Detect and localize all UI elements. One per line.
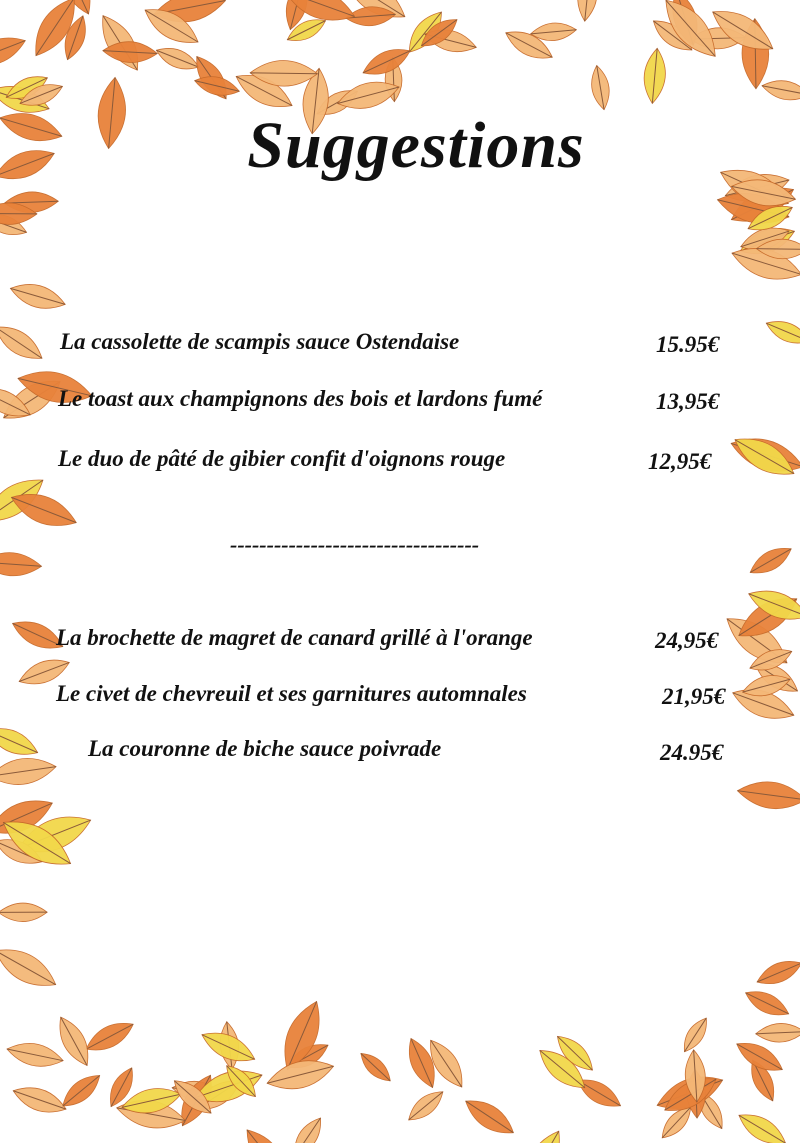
section-divider: ---------------------------------- — [230, 532, 480, 557]
menu-item-price: 12,95€ — [648, 449, 712, 474]
leaf-icon — [518, 1125, 569, 1143]
leaf-icon — [356, 1048, 396, 1087]
leaf-icon — [81, 1015, 137, 1058]
menu-item-name: Le civet de chevreuil et ses garnitures automnales — [56, 681, 527, 706]
leaf-icon — [0, 939, 62, 996]
menu-item-price: 15.95€ — [656, 332, 720, 357]
leaf-icon — [460, 1092, 520, 1142]
menu-item-name: La cassolette de scampis sauce Ostendaise — [60, 329, 460, 354]
menu-item-name: Le duo de pâté de gibier confit d'oignons rouge — [58, 446, 506, 471]
menu-item-price: 24,95€ — [655, 628, 719, 653]
leaf-icon — [755, 1022, 800, 1043]
leaf-icon — [753, 955, 800, 991]
leaf-icon — [0, 721, 42, 763]
leaf-icon — [0, 754, 58, 789]
leaf-icon — [238, 1123, 294, 1143]
leaf-icon — [10, 1081, 70, 1119]
leaf-icon — [763, 315, 800, 350]
leaf-icon — [642, 47, 668, 104]
leaf-icon — [0, 318, 48, 367]
menu-item-price: 13,95€ — [656, 389, 720, 414]
menu-item-price: 24.95€ — [660, 740, 724, 765]
menu-item-name: La brochette de magret de canard grillé à l'orange — [56, 625, 533, 650]
leaf-icon — [734, 1106, 791, 1143]
menu-item-price: 21,95€ — [662, 684, 726, 709]
leaf-icon — [678, 1014, 713, 1056]
leaf-icon — [5, 1038, 66, 1071]
menu-item-name: La couronne de biche sauce poivrade — [88, 736, 442, 761]
leaf-icon — [588, 64, 612, 111]
leaf-icon — [0, 903, 47, 922]
leaf-icon — [0, 30, 29, 73]
menu-item-name: Le toast aux champignons des bois et lardons fumé — [58, 386, 543, 411]
leaf-icon — [7, 278, 68, 315]
leaf-icon — [736, 778, 800, 813]
leaf-icon — [760, 77, 800, 104]
leaf-icon — [153, 42, 202, 75]
leaf-icon — [403, 1085, 448, 1126]
page-title: Suggestions — [247, 109, 585, 182]
leaf-icon — [0, 551, 42, 578]
leaf-icon — [575, 0, 599, 22]
leaf-icon — [287, 1113, 327, 1143]
leaf-icon — [746, 541, 796, 580]
leaf-icon — [742, 985, 793, 1022]
